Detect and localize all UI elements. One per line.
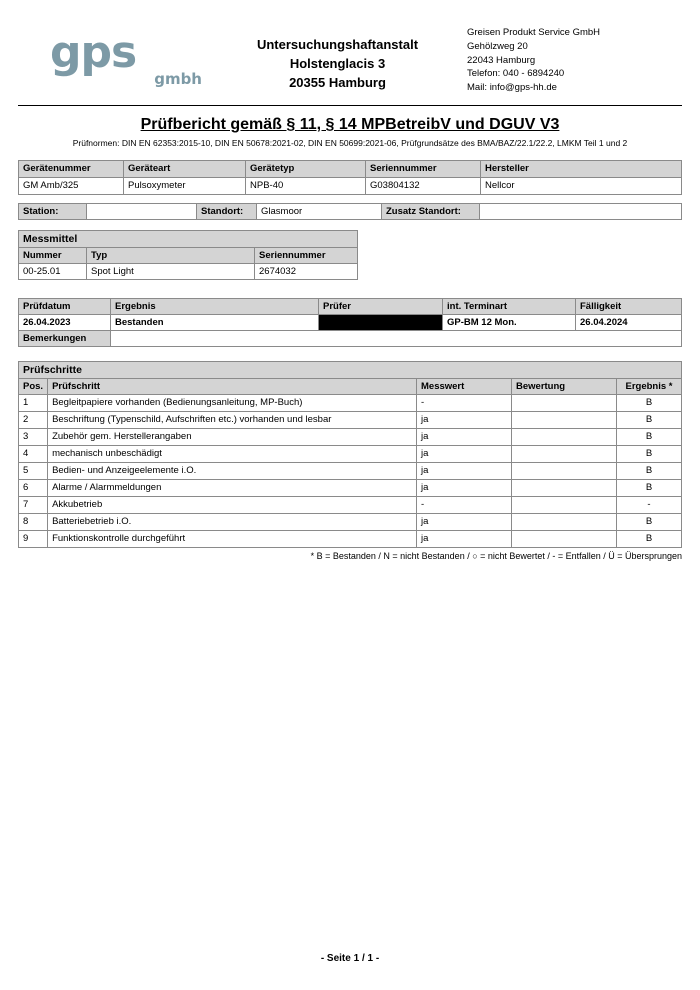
step-bewertung [512,496,617,513]
spacer [18,347,682,361]
company-line-2: Gehölzweg 20 [467,40,528,52]
step-messwert: ja [417,513,512,530]
steps-header-pruefschritt: Prüfschritt [48,378,417,394]
table-row [19,428,682,445]
logo-text-main: gps [50,27,137,78]
step-ergebnis: B [617,428,682,445]
step-bewertung [512,462,617,479]
device-value-seriennummer: G03804132 [366,177,481,194]
step-text: Zubehör gem. Herstellerangaben [48,428,417,445]
messmittel-section [18,230,358,280]
company-line-4: Telefon: 040 - 6894240 [467,68,565,80]
table-row [19,445,682,462]
header-divider [18,105,682,106]
label-zusatz-standort: Zusatz Standort: [382,203,480,219]
step-bewertung [512,394,617,411]
location-table [18,203,682,220]
label-standort: Standort: [197,203,257,219]
step-pos: 4 [19,445,48,462]
value-bemerkungen [111,330,682,346]
device-header-seriennummer: Seriennummer [366,160,481,177]
step-bewertung [512,411,617,428]
device-header-geraetenummer: Gerätenummer [19,160,124,177]
device-value-geraetenummer: GM Amb/325 [19,177,124,194]
spacer [18,195,682,203]
pruefschritte-title: Prüfschritte [19,361,682,378]
pruefschritte-table [18,361,682,548]
device-value-row [19,177,682,194]
device-header-geraeteart: Geräteart [124,160,246,177]
messmittel-header-typ: Typ [87,247,255,263]
pruefung-pruefer-redacted [319,314,443,330]
pruefung-header-row [19,298,682,314]
step-ergebnis: B [617,530,682,547]
step-messwert: - [417,394,512,411]
value-zusatz-standort [480,203,682,219]
step-bewertung [512,428,617,445]
steps-header-messwert: Messwert [417,378,512,394]
step-ergebnis: B [617,462,682,479]
messmittel-seriennummer: 2674032 [255,263,358,279]
pruefung-pruefdatum: 26.04.2023 [19,314,111,330]
messmittel-header-nummer: Nummer [19,247,87,263]
messmittel-header-seriennummer: Seriennummer [255,247,358,263]
step-ergebnis: B [617,411,682,428]
messmittel-nummer: 00-25.01 [19,263,87,279]
table-row [19,530,682,547]
company-line-3: 22043 Hamburg [467,54,536,66]
pruefung-header-ergebnis: Ergebnis [111,298,319,314]
messmittel-table [18,230,358,280]
page-title: Prüfbericht gemäß § 11, § 14 MPBetreibV und DGUV V3 [140,115,560,133]
location-row [19,203,682,219]
step-ergebnis: B [617,394,682,411]
messmittel-title-row [19,230,358,247]
device-header-geraetetyp: Gerätetyp [246,160,366,177]
spacer [18,220,682,230]
device-value-geraetetyp: NPB-40 [246,177,366,194]
device-header-hersteller: Hersteller [481,160,682,177]
spacer [18,280,682,298]
step-messwert: ja [417,428,512,445]
facility-line-1: Untersuchungshaftanstalt [256,37,419,52]
step-text: Beschriftung (Typenschild, Aufschriften etc.) vorhanden und lesbar [48,411,417,428]
device-value-hersteller: Nellcor [481,177,682,194]
step-bewertung [512,445,617,462]
value-standort: Glasmoor [257,203,382,219]
table-row [19,496,682,513]
pruefung-faelligkeit: 26.04.2024 [576,314,682,330]
step-text: Begleitpapiere vorhanden (Bedienungsanleitung, MP-Buch) [48,394,417,411]
document-header [18,16,682,97]
facility-line-3: 20355 Hamburg [289,74,386,90]
company-line-5: Mail: info@gps-hh.de [467,82,557,94]
table-row [19,513,682,530]
step-text: Alarme / Alarmmeldungen [48,479,417,496]
step-text: Akkubetrieb [48,496,417,513]
pruefung-header-faelligkeit: Fälligkeit [576,298,682,314]
table-row [19,479,682,496]
device-value-geraeteart: Pulsoxymeter [124,177,246,194]
logo-text-sub: gmbh [154,69,202,88]
company-address [467,22,682,95]
pruefung-header-pruefer: Prüfer [319,298,443,314]
step-pos: 6 [19,479,48,496]
table-row [19,462,682,479]
label-station: Station: [19,203,87,219]
pruefung-header-pruefdatum: Prüfdatum [19,298,111,314]
table-row [19,394,682,411]
label-bemerkungen: Bemerkungen [19,330,111,346]
step-bewertung [512,513,617,530]
steps-header-bewertung: Bewertung [512,378,617,394]
step-ergebnis: B [617,479,682,496]
step-text: Funktionskontrolle durchgeführt [48,530,417,547]
pruefung-terminart: GP-BM 12 Mon. [443,314,576,330]
step-bewertung [512,530,617,547]
step-bewertung [512,479,617,496]
messmittel-header-row [19,247,358,263]
facility-address [208,22,467,93]
step-ergebnis: B [617,445,682,462]
pruefung-table [18,298,682,347]
company-line-1: Greisen Produkt Service GmbH [467,27,601,38]
step-pos: 7 [19,496,48,513]
page-footer: - Seite 1 / 1 - [320,953,380,964]
step-pos: 9 [19,530,48,547]
device-table [18,160,682,195]
step-ergebnis: B [617,513,682,530]
step-ergebnis: - [617,496,682,513]
step-messwert: ja [417,530,512,547]
messmittel-title: Messmittel [19,230,358,247]
table-row [19,411,682,428]
step-text: Batteriebetrieb i.O. [48,513,417,530]
pruefung-ergebnis: Bestanden [111,314,319,330]
step-text: Bedien- und Anzeigeelemente i.O. [48,462,417,479]
step-pos: 5 [19,462,48,479]
device-header-row [19,160,682,177]
company-logo [18,22,208,88]
messmittel-typ: Spot Light [87,263,255,279]
step-pos: 3 [19,428,48,445]
step-messwert: ja [417,411,512,428]
step-pos: 1 [19,394,48,411]
step-messwert: - [417,496,512,513]
pruefschritte-header-row [19,378,682,394]
norms-text: Prüfnormen: DIN EN 62353:2015-10, DIN EN 50678:2021-02, DIN EN 50699:2021-06, Prüfgrundsätze des BMA/BAZ/22.1/22.2, LMKM Teil 1 und 2 [72,137,628,148]
step-text: mechanisch unbeschädigt [48,445,417,462]
bemerkungen-row [19,330,682,346]
steps-header-ergebnis: Ergebnis * [617,378,682,394]
step-pos: 2 [19,411,48,428]
steps-header-pos: Pos. [19,378,48,394]
step-messwert: ja [417,445,512,462]
step-pos: 8 [19,513,48,530]
value-station [87,203,197,219]
step-messwert: ja [417,462,512,479]
pruefung-header-terminart: int. Terminart [443,298,576,314]
pruefschritte-title-row [19,361,682,378]
step-messwert: ja [417,479,512,496]
messmittel-row [19,263,358,279]
facility-line-2: Holstenglacis 3 [289,55,386,71]
legend-text: * B = Bestanden / N = nicht Bestanden / ○ = nicht Bewertet / - = Entfallen / Ü = Übersprungen [310,550,682,561]
pruefung-value-row [19,314,682,330]
